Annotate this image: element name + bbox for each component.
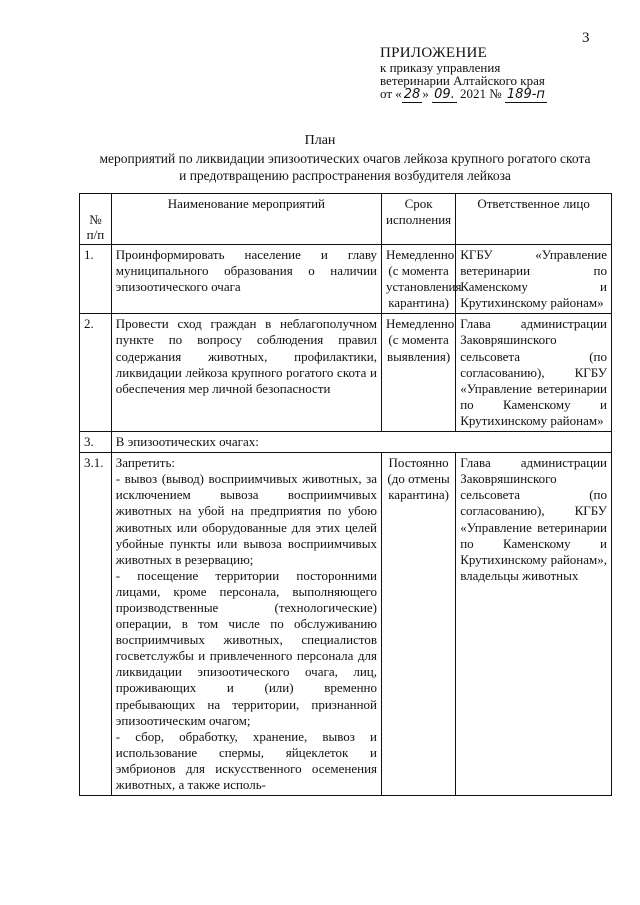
- page-number: 3: [582, 30, 590, 46]
- handwritten-order-number: 189-п: [506, 87, 545, 102]
- plan-subtitle-line1: мероприятий по ликвидации эпизоотических очагов лейкоза крупного рогатого скота: [99, 151, 591, 166]
- row-name-item: - вывоз (вывод) восприимчивых животных, за исключением вывоза восприимчивых животных на убой на предприятия по убою животных или оборудованные для этих целей убойные пункты или вывоза восприимчивых животных в резервацию;: [115, 471, 378, 567]
- header-term: Срок исполнения: [382, 194, 456, 245]
- handwritten-day: 28: [403, 87, 421, 102]
- row-section-title: В эпизоотических очагах:: [111, 432, 611, 453]
- row-term: Немедленно (с момента выявления): [382, 314, 456, 432]
- row-term: Постоянно (до отмены карантина): [382, 453, 456, 796]
- table-row: [80, 432, 612, 453]
- measures-table: [79, 193, 612, 796]
- header-name: Наименование мероприятий: [111, 194, 381, 245]
- handwritten-month: 09.: [434, 87, 455, 102]
- year-part: 2021 №: [456, 86, 505, 101]
- appendix-line1: к приказу управления: [380, 60, 501, 75]
- row-name-intro: Запретить:: [115, 455, 175, 471]
- table-row: [80, 245, 612, 314]
- row-responsible: КГБУ «Управление ветеринарии по Каменскому и Крутихинскому районам»: [456, 245, 612, 314]
- date-prefix: от «: [380, 86, 402, 101]
- appendix-title: ПРИЛОЖЕНИЕ: [380, 45, 488, 61]
- row-responsible: Глава администрации Заковряшинского сельсовета (по согласованию), КГБУ «Управление ветеринарии по Каменскому и Крутихинскому районам»: [456, 314, 612, 432]
- header-responsible: Ответственное лицо: [456, 194, 612, 245]
- appendix-date-line: [380, 87, 547, 101]
- row-name-item: - сбор, обработку, хранение, вывоз и использование спермы, яйцеклеток и эмбрионов для искусственного осеменения животных, а также исполь-: [115, 728, 378, 792]
- appendix-line2: ветеринарии Алтайского края: [380, 73, 545, 88]
- table-header-row: [80, 194, 612, 245]
- row-responsible: Глава администрации Заковряшинского сельсовета (по согласованию), КГБУ «Управление ветеринарии по Каменскому и Крутихинскому районам», владельцы животных: [456, 453, 612, 796]
- table-row: [80, 314, 612, 432]
- plan-title: План: [304, 133, 336, 148]
- row-name: Провести сход граждан в неблагополучном пункте по вопросу соблюдения правил содержания животных, профилактики, ликвидации лейкоза крупного рогатого скота и обеспечения мер личной безопасности: [111, 314, 381, 432]
- row-num: 3.: [80, 432, 112, 453]
- plan-subtitle-line2: и предотвращению распространения возбудителя лейкоза: [179, 168, 511, 183]
- row-num: 2.: [80, 314, 112, 432]
- table-row: [80, 453, 612, 796]
- row-name-item: - посещение территории посторонними лицами, кроме персонала, выполняющего производственные (технологические) операции, в том числе по обслуживанию восприимчивых животных, специалистов госветслужбы и привлеченного персонала для ликвидации эпизоотического очага, лиц, проживающих и (или) временно пребывающих на территории, признанной эпизоотическим очагом;: [115, 567, 378, 728]
- row-name: Проинформировать население и главу муниципального образования о наличии эпизоотического очага: [111, 245, 381, 314]
- plan-subtitle: [50, 150, 640, 184]
- header-num: № п/п: [80, 194, 112, 245]
- row-num: 1.: [80, 245, 112, 314]
- row-num: 3.1.: [80, 453, 112, 796]
- row-name: [111, 453, 381, 796]
- appendix-block: [380, 46, 547, 101]
- row-term: Немедленно (с момента установления карантина): [382, 245, 456, 314]
- date-mid: »: [422, 86, 433, 101]
